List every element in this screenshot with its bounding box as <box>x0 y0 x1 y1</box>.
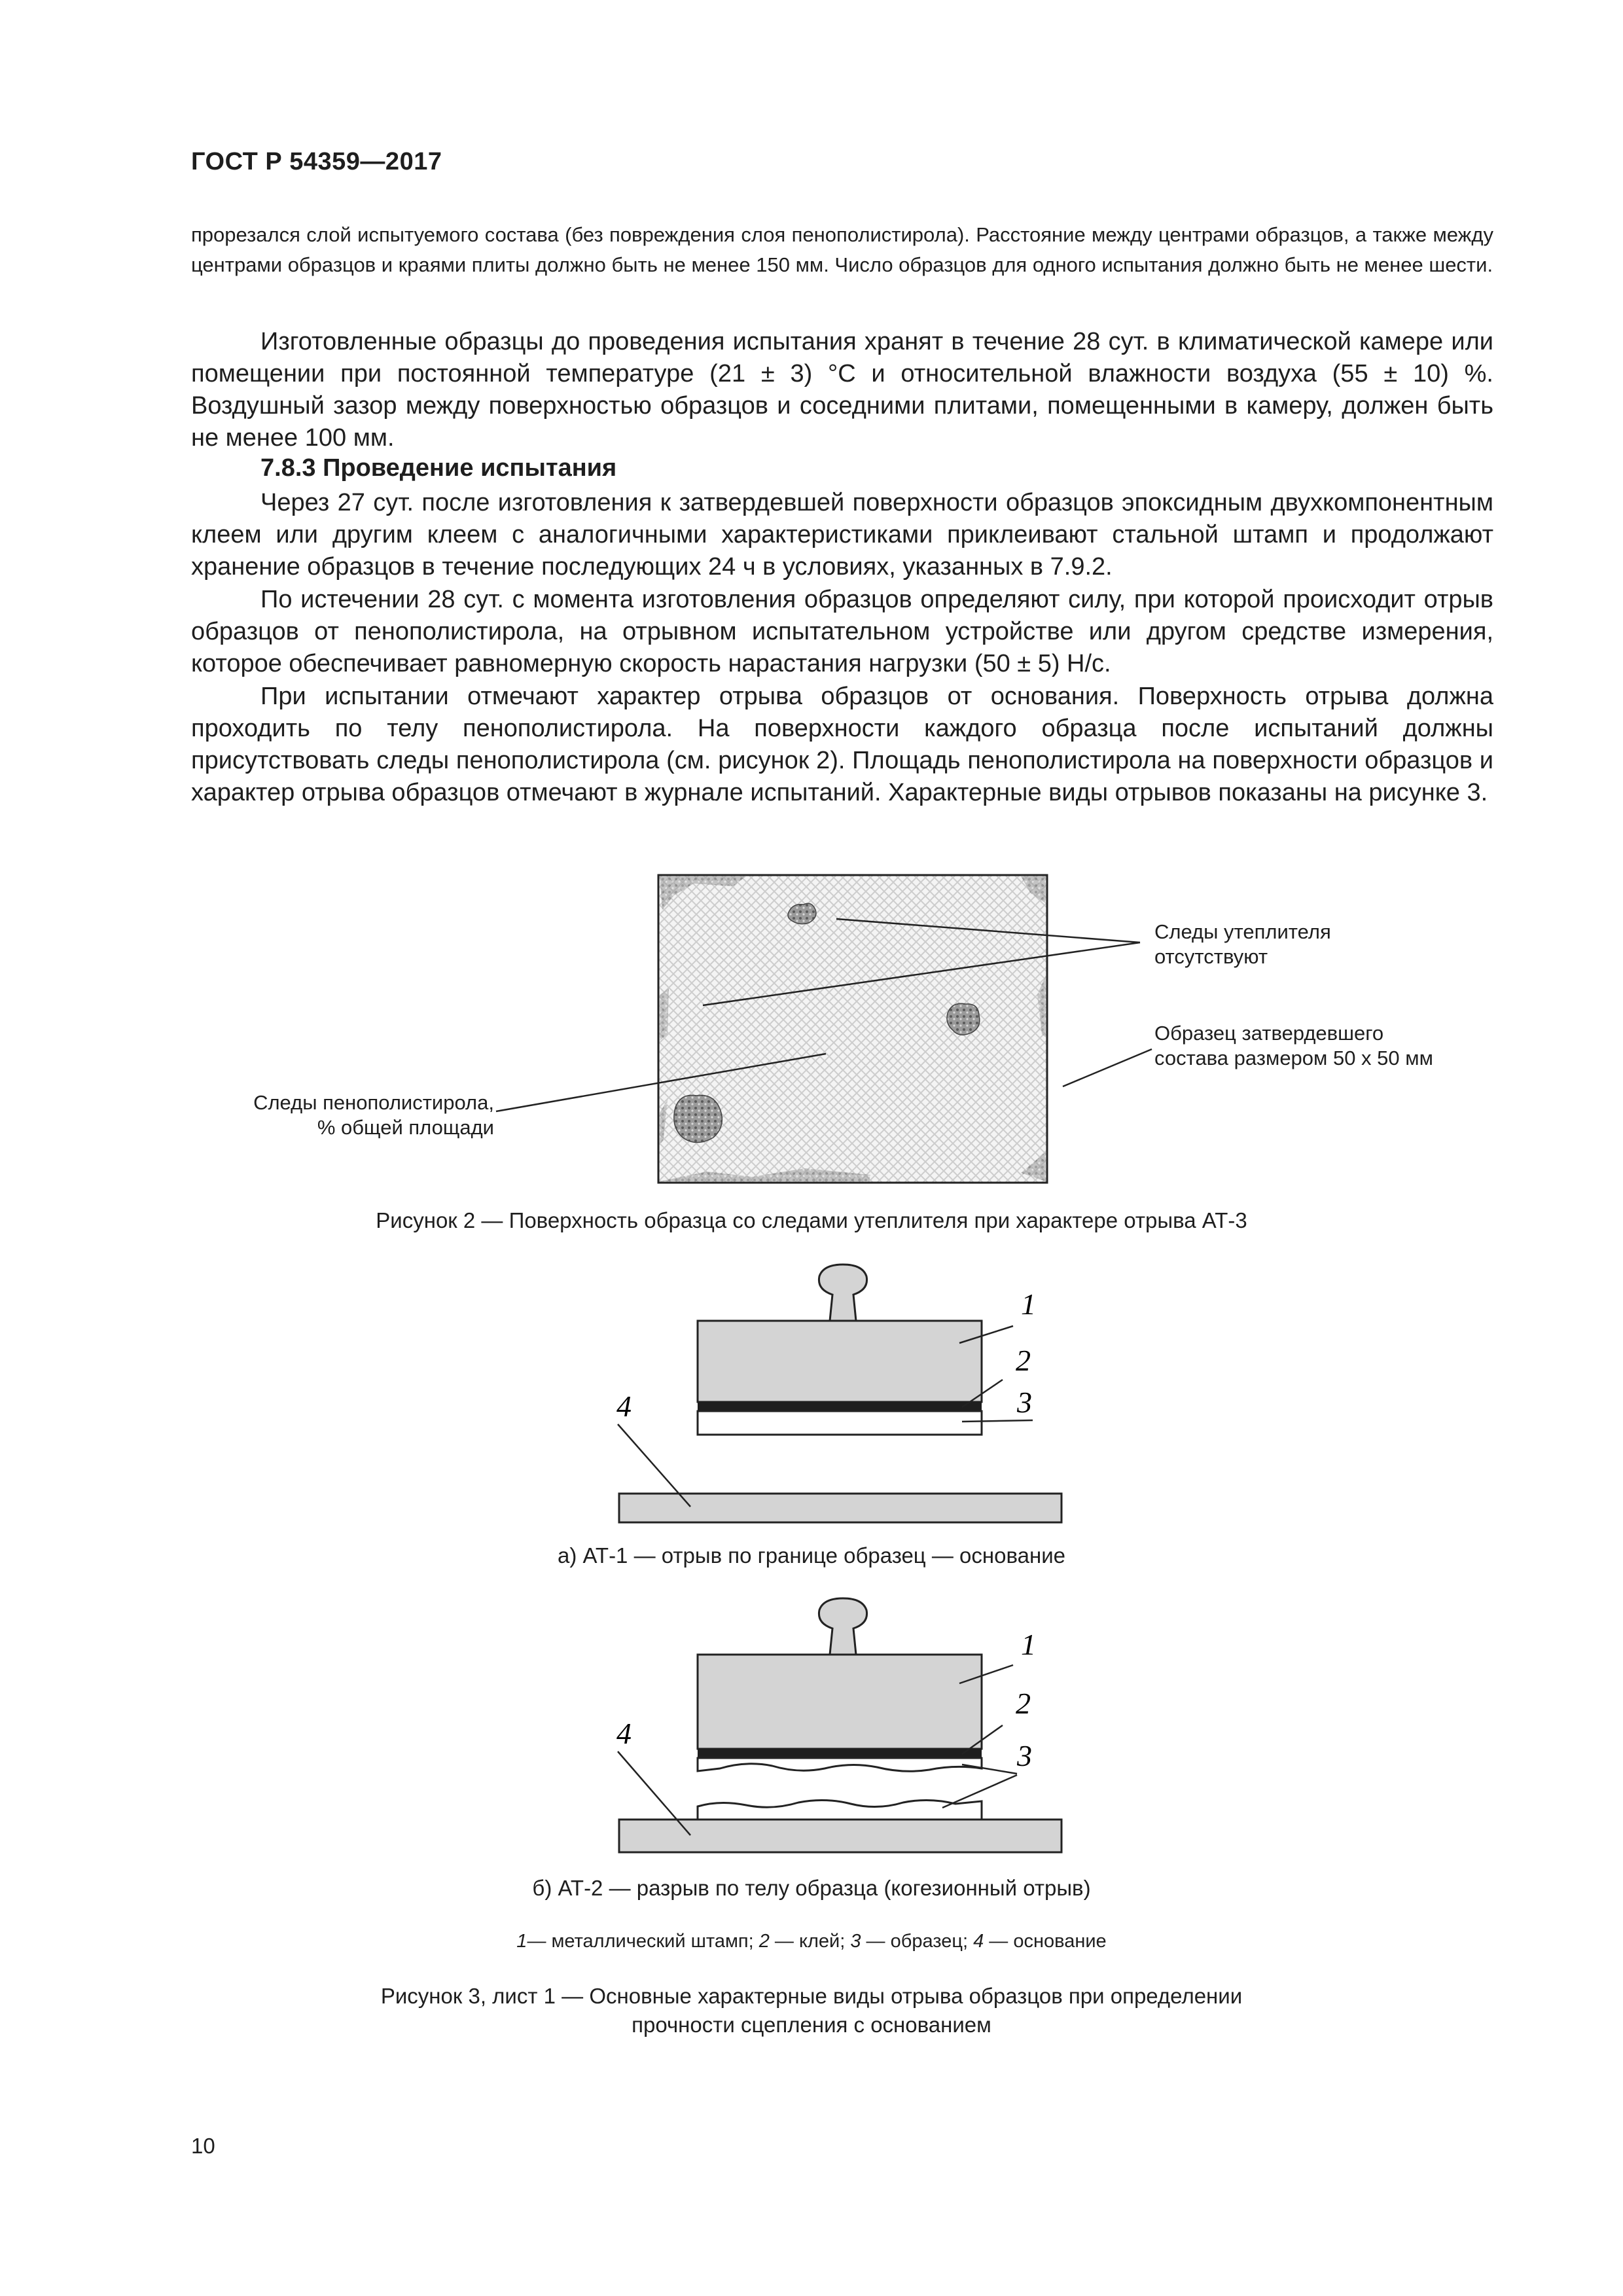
label-eps-traces <box>196 1090 494 1140</box>
sample-b-upper <box>698 1758 982 1771</box>
legend-text-2: — клей; <box>769 1931 851 1952</box>
num-1-b: 1 <box>1021 1628 1036 1661</box>
figure-3-caption-line1: Рисунок 3, лист 1 — Основные характерные виды отрыва образцов при определении <box>380 1984 1243 2008</box>
legend-text-4: — основание <box>984 1931 1107 1952</box>
legend-text-1: — металлический штамп; <box>527 1931 759 1952</box>
legend-text-3: — образец; <box>861 1931 974 1952</box>
legend-num-3: 3 <box>850 1931 861 1952</box>
figure-3-caption <box>0 1982 1623 2039</box>
label-sample <box>1154 1021 1433 1071</box>
stamp-a <box>698 1265 982 1402</box>
page-number: 10 <box>191 2134 215 2158</box>
base-b <box>619 1820 1061 1852</box>
num-1-a: 1 <box>1021 1287 1036 1321</box>
num-2-b: 2 <box>1016 1687 1031 1720</box>
sample-a <box>698 1411 982 1435</box>
legend-num-2: 2 <box>758 1931 770 1952</box>
label-sample-line1: Образец затвердевшего <box>1154 1022 1384 1045</box>
label-eps-line1: Следы пенополистирола, <box>253 1091 494 1114</box>
sample-b-lower <box>698 1800 982 1820</box>
num-4-b: 4 <box>616 1717 632 1750</box>
figure-3-legend <box>0 1931 1623 1952</box>
legend-num-1: 1 <box>516 1931 527 1952</box>
base-a <box>619 1494 1061 1522</box>
figure-3a-drawing <box>0 1263 1623 1538</box>
num-3-a: 3 <box>1017 1386 1032 1419</box>
figure-3a-caption: а) АТ-1 — отрыв по границе образец — основание <box>557 1543 1066 1568</box>
figure-3b-caption: б) АТ-2 — разрыв по телу образца (когезионный отрыв) <box>532 1876 1091 1900</box>
paragraph-continuation: прорезался слой испытуемого состава (без повреждения слоя пенополистирола). Расстояние между центрами образцов, а также между центрами образцов и краями плиты должно быть не менее 150 мм. Число образцов для одного испытания должно быть не менее шести. <box>191 223 1493 276</box>
figure-3-caption-line2: прочности сцепления с основанием <box>632 2013 991 2037</box>
legend-num-4: 4 <box>973 1931 984 1952</box>
num-2-a: 2 <box>1016 1344 1031 1377</box>
figure-3b-drawing <box>0 1597 1623 1872</box>
label-no-traces-line2: отсутствуют <box>1154 945 1268 968</box>
paragraph-storage: Изготовленные образцы до проведения испытания хранят в течение 28 сут. в климатической камере или помещении при постоянной температуре (21 ± 3) °С и относительной влажности воздуха (55 ± 10) %. Воздушный зазор между поверхностью образцов и соседними плитами, помещенными в камеру, должен быть не менее 100 мм. <box>191 328 1493 452</box>
figure-2-caption: Рисунок 2 — Поверхность образца со следами утеплителя при характере отрыва АТ-3 <box>376 1208 1247 1232</box>
label-no-traces <box>1154 920 1331 969</box>
label-eps-line2: % общей площади <box>317 1116 494 1139</box>
stamp-b <box>698 1598 982 1749</box>
label-sample-line2: состава размером 50 x 50 мм <box>1154 1047 1433 1069</box>
num-4-a: 4 <box>616 1390 632 1423</box>
glue-a <box>698 1402 982 1411</box>
glue-b <box>698 1749 982 1758</box>
paragraph-force: По истечении 28 сут. с момента изготовления образцов определяют силу, при которой происходит отрыв образцов от пенополистирола, на отрывном испытательном устройстве или другом средстве измерения, которое обеспечивает равномерную скорость нарастания нагрузки (50 ± 5) Н/с. <box>191 586 1493 677</box>
label-no-traces-line1: Следы утеплителя <box>1154 920 1331 943</box>
num-3-b: 3 <box>1017 1739 1032 1772</box>
paragraph-character: При испытании отмечают характер отрыва образцов от основания. Поверхность отрыва должна проходить по телу пенополистирола. На поверхности каждого образца после испытаний должны присутствовать следы пенополистирола (см. рисунок 2). Площадь пенополистирола на поверхности образцов и характер отрыва образцов отмечают в журнале испытаний. Характерные виды отрывов показаны на рисунке 3. <box>191 683 1493 806</box>
section-heading: 7.8.3 Проведение испытания <box>260 454 617 482</box>
document-header: ГОСТ Р 54359—2017 <box>191 148 442 175</box>
paragraph-gluing: Через 27 сут. после изготовления к затвердевшей поверхности образцов эпоксидным двухкомпонентным клеем или другим клеем с аналогичными характеристиками приклеивают стальной штамп и продолжают хранение образцов в течение последующих 24 ч в условиях, указанных в 7.9.2. <box>191 489 1493 581</box>
sample-square <box>658 875 1047 1183</box>
